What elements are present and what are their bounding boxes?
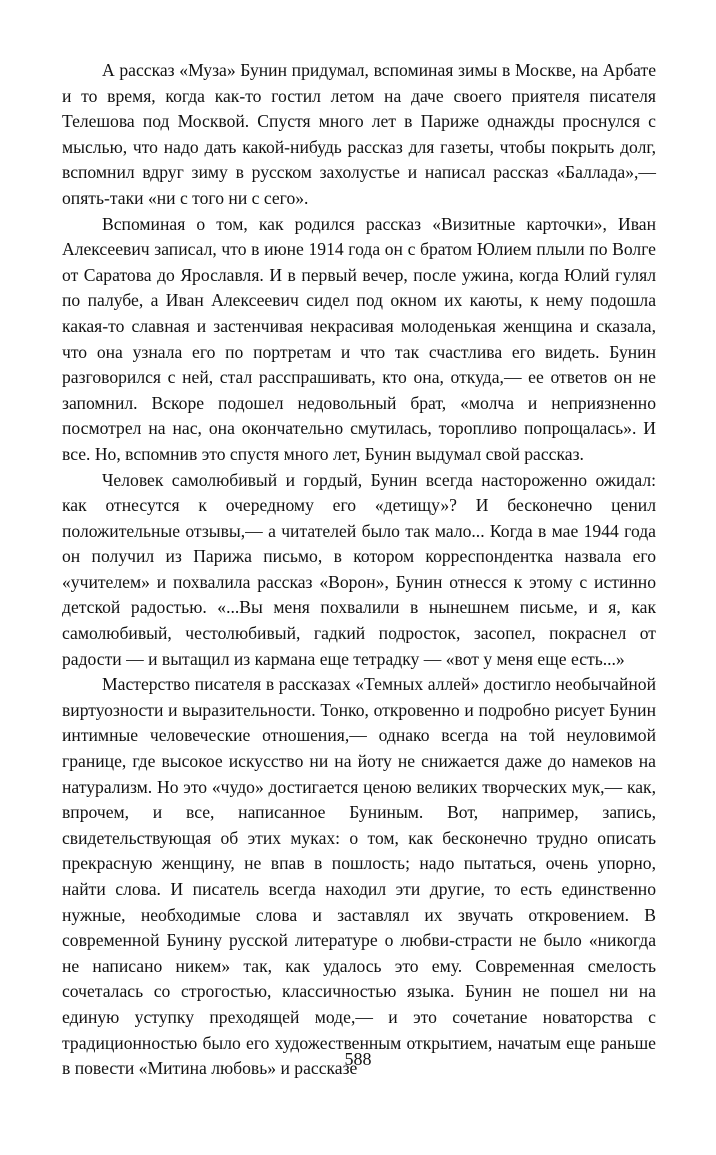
paragraph-masterstvo: Мастерство писателя в рассказах «Темных аллей» достигло необычайной виртуозности и выразительности. Тонко, откровенно и подробно рисует Бунин интимные человеческие отношения,— однако всегда на той неуловимой границе, где высокое искусство ни на йоту не снижается даже до намеков на натурализм. Но это «чудо» достигается ценою великих творческих мук,— как, впрочем, и все, написанное Буниным. Вот, например, запись, свидетельствующая об этих муках: о том, как бесконечно трудно описать прекрасную женщину, не впав в пошлость; надо пытаться, очень упорно, найти слова. И писатель всегда находил эти другие, то есть единственно нужные, необходимые слова и заставлял их звучать откровением. В современной Бунину русской литературе о любви-страсти не было «никогда не написано никем» так, как удалось это ему. Современная смелость сочеталась со строгостью, классичностью языка. Бунин не пошел ни на единую уступку преходящей моде,— и это сочетание новаторства с традиционностью было его художественным открытием, начатым еще раньше в повести «Митина любовь» и рассказе xyxy=(62,674,656,1079)
page-body xyxy=(62,58,656,1082)
paragraph-vizitnye-kartochki: Вспоминая о том, как родился рассказ «Визитные карточки», Иван Алексеевич записал, что в июне 1914 года он с братом Юлием плыли по Волге от Саратова до Ярославля. И в первый вечер, после ужина, когда Юлий гулял по палубе, а Иван Алексеевич сидел под окном их каюты, к нему подошла какая-то славная и застенчивая некрасивая молоденькая женщина и сказала, что она узнала его по портретам и что так счастлива его видеть. Бунин разговорился с ней, стал расспрашивать, кто она, откуда,— ее ответов он не запомнил. Вскоре подошел недовольный брат, «молча и неприязненно посмотрел на нас, она окончательно смутилась, торопливо попрощалась». И все. Но, вспомнив это спустя много лет, Бунин выдумал свой рассказ. xyxy=(62,213,656,464)
paragraph-muza-ballada: А рассказ «Муза» Бунин придумал, вспоминая зимы в Москве, на Арбате и то время, когда как-то гостил летом на даче своего приятеля писателя Телешова под Москвой. Спустя много лет в Париже однажды проснулся с мыслью, что надо дать какой-нибудь рассказ для газеты, чтобы покрыть долг, вспомнил вдруг зиму в русском захолустье и написал рассказ «Баллада»,— опять-таки «ни с того ни с сего». xyxy=(62,60,656,208)
page-number: 588 xyxy=(344,1049,372,1069)
paragraph-samolyubivyi: Человек самолюбивый и гордый, Бунин всегда настороженно ожидал: как отнесутся к очередному его «детищу»? И бесконечно ценил положительные отзывы,— а читателей было так мало... Когда в мае 1944 года он получил из Парижа письмо, в котором корреспондентка назвала его «учителем» и похвалила рассказ «Ворон», Бунин отнесся к этому с истинно детской радостью. «...Вы меня похвалили в нынешнем письме, и я, как самолюбивый, честолюбивый, гадкий подросток, засопел, покраснел от радости — и вытащил из кармана еще тетрадку — «вот у меня еще есть...» xyxy=(62,469,656,669)
